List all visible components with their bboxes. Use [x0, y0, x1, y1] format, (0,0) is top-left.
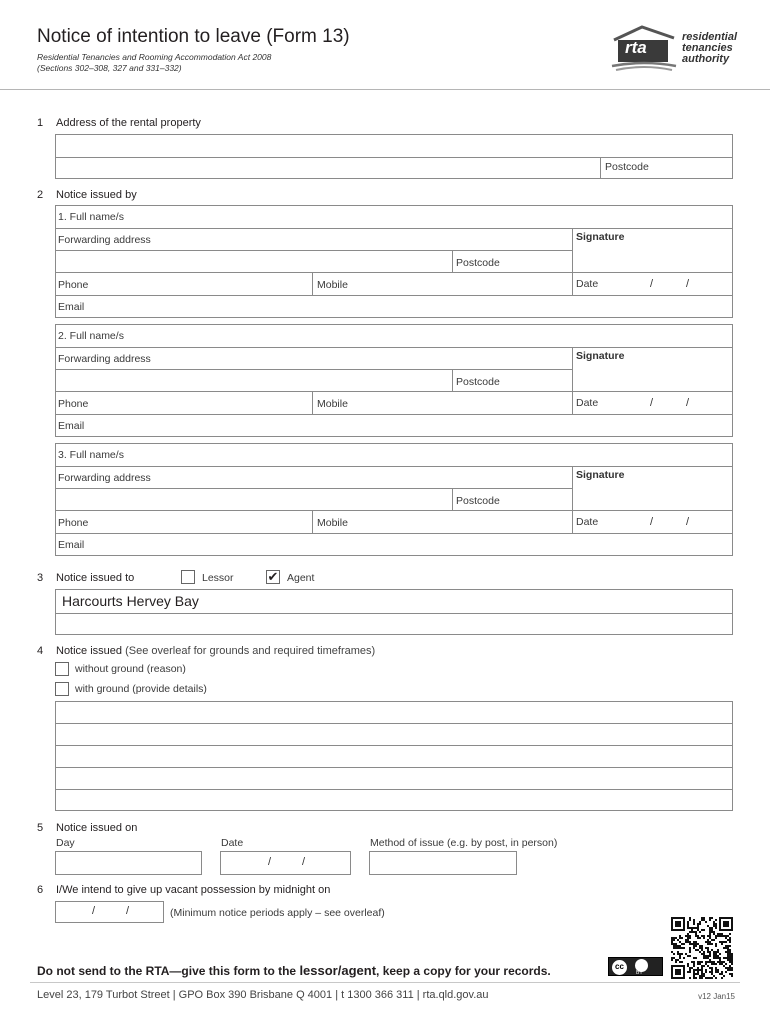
with-ground-label: with ground (provide details) — [75, 683, 207, 695]
section3-number: 3 — [37, 572, 44, 584]
party-email-label: Email — [58, 539, 85, 551]
party-date-slash2: / — [686, 397, 690, 409]
party-date-slash2: / — [686, 278, 690, 290]
issue-date-slash1: / — [268, 856, 272, 868]
footer-instruction-part3: , keep a copy for your records. — [376, 964, 551, 978]
issue-day-label: Day — [56, 837, 75, 849]
lessor-option-label: Lessor — [202, 572, 234, 584]
form-version: v12 Jan15 — [698, 992, 735, 1001]
issue-day-field[interactable] — [55, 851, 202, 875]
section4-number: 4 — [37, 645, 44, 657]
section5-number: 5 — [37, 822, 44, 834]
property-address-box — [55, 134, 733, 179]
party-phone-label: Phone — [58, 279, 89, 291]
rta-logo — [608, 24, 738, 74]
party-mobile-label: Mobile — [317, 279, 348, 291]
lessor-checkbox[interactable] — [181, 570, 195, 584]
section5-label: Notice issued on — [56, 822, 138, 834]
issue-date-label: Date — [221, 837, 244, 849]
party-postcode-label: Postcode — [456, 257, 500, 269]
party-signature-label: Signature — [576, 231, 625, 243]
ground-details-box[interactable] — [55, 701, 733, 811]
party-full-name-field[interactable] — [56, 444, 732, 466]
party-email-field[interactable] — [56, 534, 732, 556]
party-full-name-field[interactable] — [56, 206, 732, 228]
section6-label: I/We intend to give up vacant possession by midnight on — [56, 884, 331, 896]
rta-logo-line1: residential — [682, 31, 738, 43]
party-signature-field[interactable] — [573, 348, 732, 391]
issue-method-label: Method of issue (e.g. by post, in person) — [370, 837, 558, 849]
rta-logo-line2: tenancies — [682, 42, 733, 54]
party-email-field[interactable] — [56, 415, 732, 437]
form-subtitle — [37, 52, 271, 74]
qr-code — [671, 917, 733, 979]
footer-instruction-lessor-agent: lessor/agent — [299, 963, 377, 978]
cc-by-label: BY — [636, 970, 643, 976]
notice-to-line2[interactable] — [56, 614, 732, 635]
section2-label: Notice issued by — [56, 189, 137, 201]
party-date-slash2: / — [686, 516, 690, 528]
party-2-block — [55, 324, 733, 437]
cc-icon: cc — [612, 960, 627, 975]
issue-date-slash2: / — [302, 856, 306, 868]
party-date-slash1: / — [650, 516, 654, 528]
form-title — [37, 26, 350, 48]
party-mobile-label: Mobile — [317, 517, 348, 529]
footer-rule — [30, 982, 740, 983]
rta-logo-line3: authority — [682, 53, 730, 65]
sections-reference: (Sections 302–308, 327 and 331–332) — [37, 63, 182, 73]
party-full-name-label: 1. Full name/s — [58, 211, 124, 223]
party-date-label: Date — [576, 516, 599, 528]
party-signature-label: Signature — [576, 350, 625, 362]
party-forwarding-address-field[interactable] — [56, 370, 452, 391]
vacate-date-field[interactable] — [55, 901, 164, 923]
party-email-label: Email — [58, 420, 85, 432]
party-mobile-label: Mobile — [317, 398, 348, 410]
agent-check-mark: ✔ — [267, 569, 279, 584]
form-title-number: (Form 13) — [266, 26, 350, 47]
party-date-label: Date — [576, 397, 599, 409]
property-postcode-label: Postcode — [605, 161, 649, 173]
section2-number: 2 — [37, 189, 44, 201]
party-date-slash1: / — [650, 397, 654, 409]
party-phone-label: Phone — [58, 398, 89, 410]
creative-commons-badge — [608, 957, 663, 976]
vacate-date-slash1: / — [92, 905, 96, 917]
form-title-main: Notice of intention to leave — [37, 26, 261, 47]
header-rule — [0, 89, 770, 90]
footer-instruction-part1: Do not send to the RTA—give this form to the — [37, 964, 300, 978]
without-ground-checkbox[interactable] — [55, 662, 69, 676]
party-date-slash1: / — [650, 278, 654, 290]
party-full-name-field[interactable] — [56, 325, 732, 347]
section3-label: Notice issued to — [56, 572, 135, 584]
rta-logo-text: rta — [625, 38, 647, 57]
notice-to-value[interactable]: Harcourts Hervey Bay — [62, 593, 199, 609]
vacate-date-slash2: / — [126, 905, 130, 917]
party-postcode-label: Postcode — [456, 376, 500, 388]
section4-label-note: (See overleaf for grounds and required timeframes) — [122, 645, 376, 657]
party-email-label: Email — [58, 301, 85, 313]
without-ground-label: without ground (reason) — [75, 663, 186, 675]
party-signature-field[interactable] — [573, 467, 732, 510]
party-full-name-label: 3. Full name/s — [58, 449, 124, 461]
party-date-label: Date — [576, 278, 599, 290]
section1-number: 1 — [37, 117, 44, 129]
property-address-line1[interactable] — [56, 135, 732, 157]
minimum-notice-note: (Minimum notice periods apply – see overleaf) — [170, 907, 385, 919]
act-reference: Residential Tenancies and Rooming Accommodation Act 2008 — [37, 52, 272, 62]
section6-number: 6 — [37, 884, 44, 896]
party-signature-field[interactable] — [573, 229, 732, 272]
party-3-block — [55, 443, 733, 556]
with-ground-checkbox[interactable] — [55, 682, 69, 696]
footer-address: Level 23, 179 Turbot Street | GPO Box 390 Brisbane Q 4001 | t 1300 366 311 | rta.qld.gov.au — [37, 989, 489, 1001]
party-full-name-label: 2. Full name/s — [58, 330, 124, 342]
issue-date-field[interactable] — [220, 851, 351, 875]
footer-instruction — [37, 963, 551, 978]
property-address-line2[interactable] — [56, 158, 600, 179]
section4-label — [56, 645, 375, 657]
party-forwarding-address-label: Forwarding address — [58, 234, 151, 246]
party-forwarding-address-label: Forwarding address — [58, 353, 151, 365]
agent-checkbox[interactable] — [266, 570, 280, 584]
party-phone-label: Phone — [58, 517, 89, 529]
party-forwarding-address-label: Forwarding address — [58, 472, 151, 484]
section4-label-bold: Notice issued — [56, 645, 123, 657]
notice-to-box — [55, 589, 733, 635]
party-postcode-label: Postcode — [456, 495, 500, 507]
agent-option-label: Agent — [287, 572, 315, 584]
party-1-block — [55, 205, 733, 318]
party-forwarding-address-field[interactable] — [56, 251, 452, 272]
party-signature-label: Signature — [576, 469, 625, 481]
party-forwarding-address-field[interactable] — [56, 489, 452, 510]
rta-logo-wordmark — [682, 32, 737, 65]
issue-method-field[interactable] — [369, 851, 517, 875]
section1-label: Address of the rental property — [56, 117, 201, 129]
party-email-field[interactable] — [56, 296, 732, 318]
